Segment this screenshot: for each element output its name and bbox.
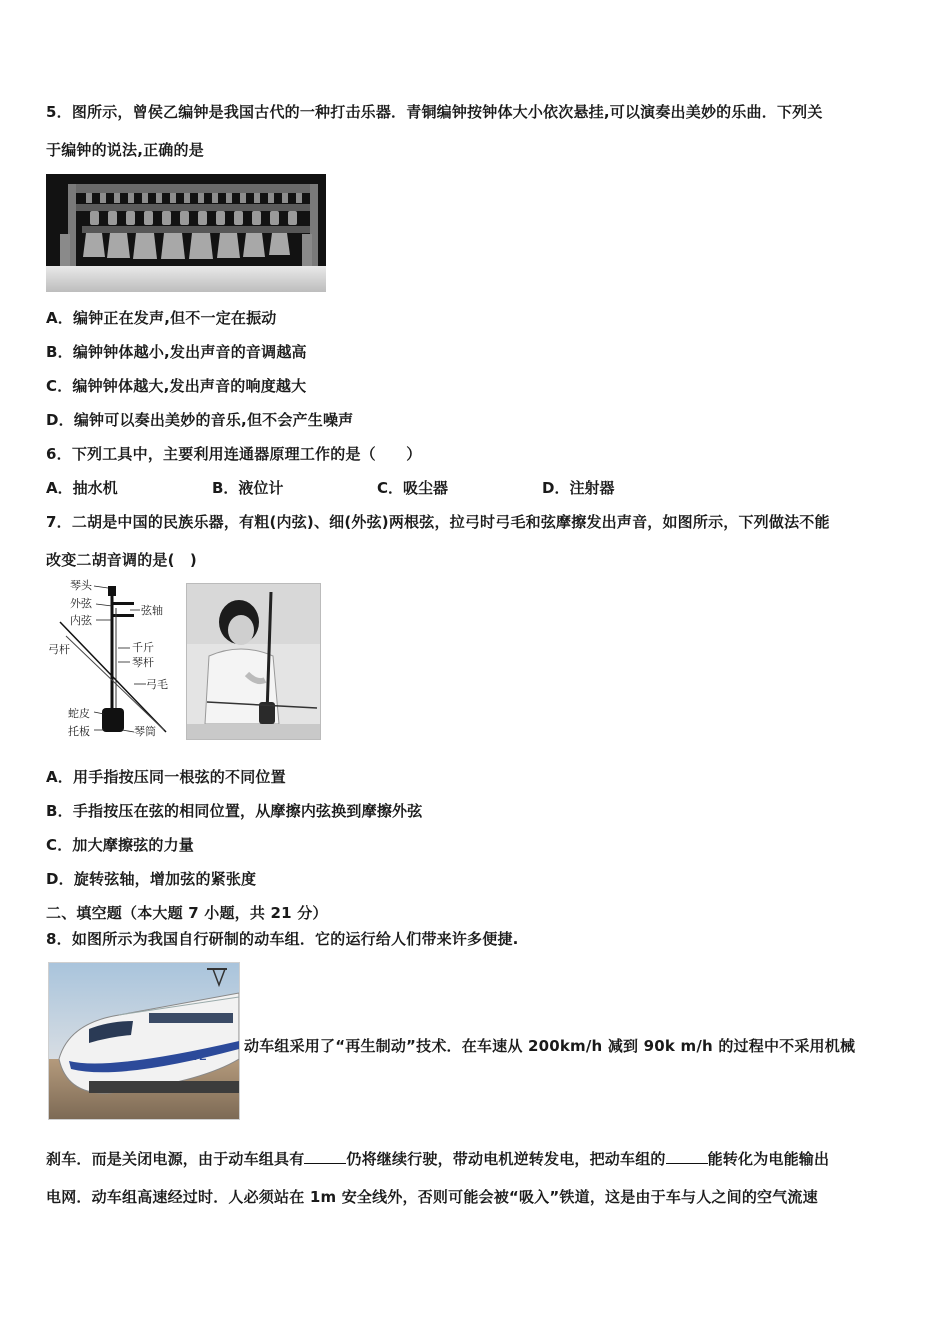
label-gongmao: 弓毛 xyxy=(146,678,168,691)
q6-option-c: C．吸尘器 xyxy=(377,479,449,497)
q8-line2-part3: 能转化为电能输出 xyxy=(707,1150,830,1168)
q7-stem-line1: 7．二胡是中国的民族乐器，有粗(内弦)、细(外弦)两根弦，拉弓时弓毛和弦摩擦发出声音，如图所示，下列做法不能 xyxy=(46,513,830,531)
label-xianzhou: 弦轴 xyxy=(141,604,163,617)
q7-option-b: B．手指按压在弦的相同位置，从摩擦内弦换到摩擦外弦 xyxy=(46,802,423,820)
q6-option-d: D．注射器 xyxy=(542,479,615,497)
erhu-player-illustration xyxy=(187,584,320,739)
q5-option-d: D．编钟可以奏出美妙的音乐,但不会产生噪声 xyxy=(46,411,354,429)
train-photo xyxy=(48,962,240,1120)
label-neixian: 内弦 xyxy=(70,614,92,627)
q8-stem: 8．如图所示为我国自行研制的动车组．它的运行给人们带来许多便捷. xyxy=(46,930,519,948)
q7-option-d: D．旋转弦轴，增加弦的紧张度 xyxy=(46,870,257,888)
q8-line2 xyxy=(46,1149,829,1169)
q7-stem-line2: 改变二胡音调的是( ) xyxy=(46,551,197,569)
q8-line2-part1: 刹车．而是关闭电源，由于动车组具有 xyxy=(46,1150,305,1168)
blank-1 xyxy=(304,1149,346,1164)
q6-option-b: B．液位计 xyxy=(212,479,284,497)
erhu-diagram xyxy=(46,580,178,745)
label-qingan: 琴杆 xyxy=(132,656,154,669)
train-logo-text: AVE xyxy=(185,1051,207,1063)
q5-stem-line1: 5．图所示，曾侯乙编钟是我国古代的一种打击乐器．青铜编钟按钟体大小依次悬挂,可以演奏出美妙的乐曲．下列关 xyxy=(46,103,823,121)
q6-stem: 6．下列工具中，主要利用连通器原理工作的是（ ） xyxy=(46,445,422,463)
q5-stem-line2: 于编钟的说法,正确的是 xyxy=(46,141,204,159)
q8-line3: 电网．动车组高速经过时．人必须站在 1m 安全线外，否则可能会被“吸入”铁道，这是由于车与人之间的空气流速 xyxy=(46,1188,818,1206)
q5-option-c: C．编钟钟体越大,发出声音的响度越大 xyxy=(46,377,307,395)
q7-option-c: C．加大摩擦弦的力量 xyxy=(46,836,195,854)
q8-side-text: 动车组采用了“再生制动”技术．在车速从 200km/h 减到 90k m/h 的过程中不采用机械 xyxy=(244,1037,856,1055)
section2-heading: 二、填空题（本大题 7 小题，共 21 分） xyxy=(46,904,328,922)
label-gonggan: 弓杆 xyxy=(48,643,70,656)
blank-2 xyxy=(666,1149,708,1164)
label-tuoban: 托板 xyxy=(68,725,90,738)
label-qintong: 琴筒 xyxy=(134,725,156,738)
q6-option-a: A．抽水机 xyxy=(46,479,118,497)
label-qintou: 琴头 xyxy=(70,579,92,592)
erhu-player-photo xyxy=(186,583,321,740)
train-illustration xyxy=(49,963,239,1119)
q7-option-a: A．用手指按压同一根弦的不同位置 xyxy=(46,768,286,786)
q5-option-b: B．编钟钟体越小,发出声音的音调越高 xyxy=(46,343,307,361)
label-qianjin: 千斤 xyxy=(132,641,154,654)
chime-bells-image xyxy=(46,174,326,292)
q8-line2-part2: 仍将继续行驶，带动电机逆转发电，把动车组的 xyxy=(346,1150,666,1168)
label-shepi: 蛇皮 xyxy=(68,707,90,720)
bells-illustration xyxy=(46,174,326,292)
label-waixian: 外弦 xyxy=(70,597,92,610)
q5-option-a: A．编钟正在发声,但不一定在振动 xyxy=(46,309,277,327)
